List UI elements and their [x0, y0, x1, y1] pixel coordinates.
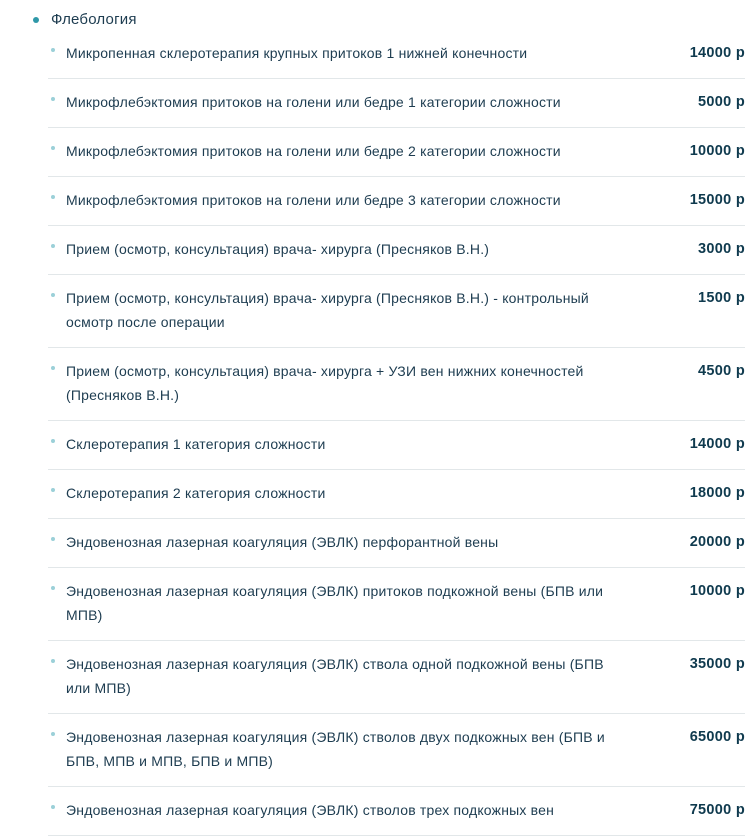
price-rows	[48, 30, 745, 836]
price-row-left	[48, 286, 606, 334]
price-row	[48, 641, 745, 714]
item-bullet-icon	[51, 586, 55, 590]
price-row	[48, 30, 745, 79]
service-name: Прием (осмотр, консультация) врача- хирурга (Пресняков В.Н.) - контрольный осмотр после операции	[66, 290, 589, 330]
price-row-left	[48, 432, 325, 456]
price-row	[48, 421, 745, 470]
price-row	[48, 568, 745, 641]
service-name: Эндовенозная лазерная коагуляция (ЭВЛК) перфорантной вены	[66, 534, 499, 550]
item-bullet-icon	[51, 805, 55, 809]
service-price: 3000 р	[698, 241, 745, 257]
service-name: Микрофлебэктомия притоков на голени или бедре 2 категории сложности	[66, 143, 561, 159]
service-name: Микрофлебэктомия притоков на голени или бедре 3 категории сложности	[66, 192, 561, 208]
price-row-left	[48, 725, 606, 773]
service-name: Микрофлебэктомия притоков на голени или бедре 1 категории сложности	[66, 94, 561, 110]
section-title: Флебология	[51, 11, 137, 28]
service-name: Прием (осмотр, консультация) врача- хирурга + УЗИ вен нижних конечностей (Пресняков В.Н.)	[66, 363, 584, 403]
service-price: 20000 р	[689, 534, 745, 550]
service-price: 35000 р	[689, 656, 745, 672]
price-row-left	[48, 579, 606, 627]
service-price: 10000 р	[689, 583, 745, 599]
item-bullet-icon	[51, 488, 55, 492]
price-row-left	[48, 139, 561, 163]
service-price: 15000 р	[689, 192, 745, 208]
section-header-phlebology[interactable]	[33, 10, 756, 30]
service-price: 5000 р	[698, 94, 745, 110]
item-bullet-icon	[51, 244, 55, 248]
price-row	[48, 519, 745, 568]
service-name: Эндовенозная лазерная коагуляция (ЭВЛК) стволов трех подкожных вен	[66, 802, 555, 818]
price-row-left	[48, 530, 498, 554]
service-price: 75000 р	[689, 802, 745, 818]
item-bullet-icon	[51, 293, 55, 297]
service-name: Эндовенозная лазерная коагуляция (ЭВЛК) притоков подкожной вены (БПВ или МПВ)	[66, 583, 604, 623]
price-row	[48, 177, 745, 226]
service-name: Склеротерапия 2 категория сложности	[66, 485, 326, 501]
price-row-left	[48, 90, 561, 114]
service-price: 18000 р	[689, 485, 745, 501]
service-price: 10000 р	[689, 143, 745, 159]
price-row-left	[48, 359, 606, 407]
item-bullet-icon	[51, 48, 55, 52]
price-row	[48, 79, 745, 128]
price-row-left	[48, 798, 554, 822]
service-name: Склеротерапия 1 категория сложности	[66, 436, 326, 452]
service-name: Эндовенозная лазерная коагуляция (ЭВЛК) стволов двух подкожных вен (БПВ и БПВ, МПВ и МПВ, БПВ и МПВ)	[66, 729, 605, 769]
item-bullet-icon	[51, 195, 55, 199]
item-bullet-icon	[51, 146, 55, 150]
price-row	[48, 348, 745, 421]
section-bullet-icon	[33, 17, 39, 23]
price-row	[48, 787, 745, 836]
item-bullet-icon	[51, 439, 55, 443]
item-bullet-icon	[51, 659, 55, 663]
price-row	[48, 275, 745, 348]
price-row-left	[48, 237, 489, 261]
service-price: 14000 р	[689, 45, 745, 61]
item-bullet-icon	[51, 537, 55, 541]
service-price: 4500 р	[698, 363, 745, 379]
price-row-left	[48, 41, 527, 65]
price-row-left	[48, 652, 606, 700]
price-row-left	[48, 188, 561, 212]
service-name: Микропенная склеротерапия крупных притоков 1 нижней конечности	[66, 45, 528, 61]
item-bullet-icon	[51, 366, 55, 370]
item-bullet-icon	[51, 732, 55, 736]
price-row	[48, 226, 745, 275]
service-name: Прием (осмотр, консультация) врача- хирурга (Пресняков В.Н.)	[66, 241, 490, 257]
price-row	[48, 714, 745, 787]
service-price: 14000 р	[689, 436, 745, 452]
item-bullet-icon	[51, 97, 55, 101]
service-name: Эндовенозная лазерная коагуляция (ЭВЛК) ствола одной подкожной вены (БПВ или МПВ)	[66, 656, 604, 696]
service-price: 1500 р	[698, 290, 745, 306]
service-price: 65000 р	[689, 729, 745, 745]
price-row	[48, 470, 745, 519]
price-row	[48, 128, 745, 177]
price-row-left	[48, 481, 325, 505]
